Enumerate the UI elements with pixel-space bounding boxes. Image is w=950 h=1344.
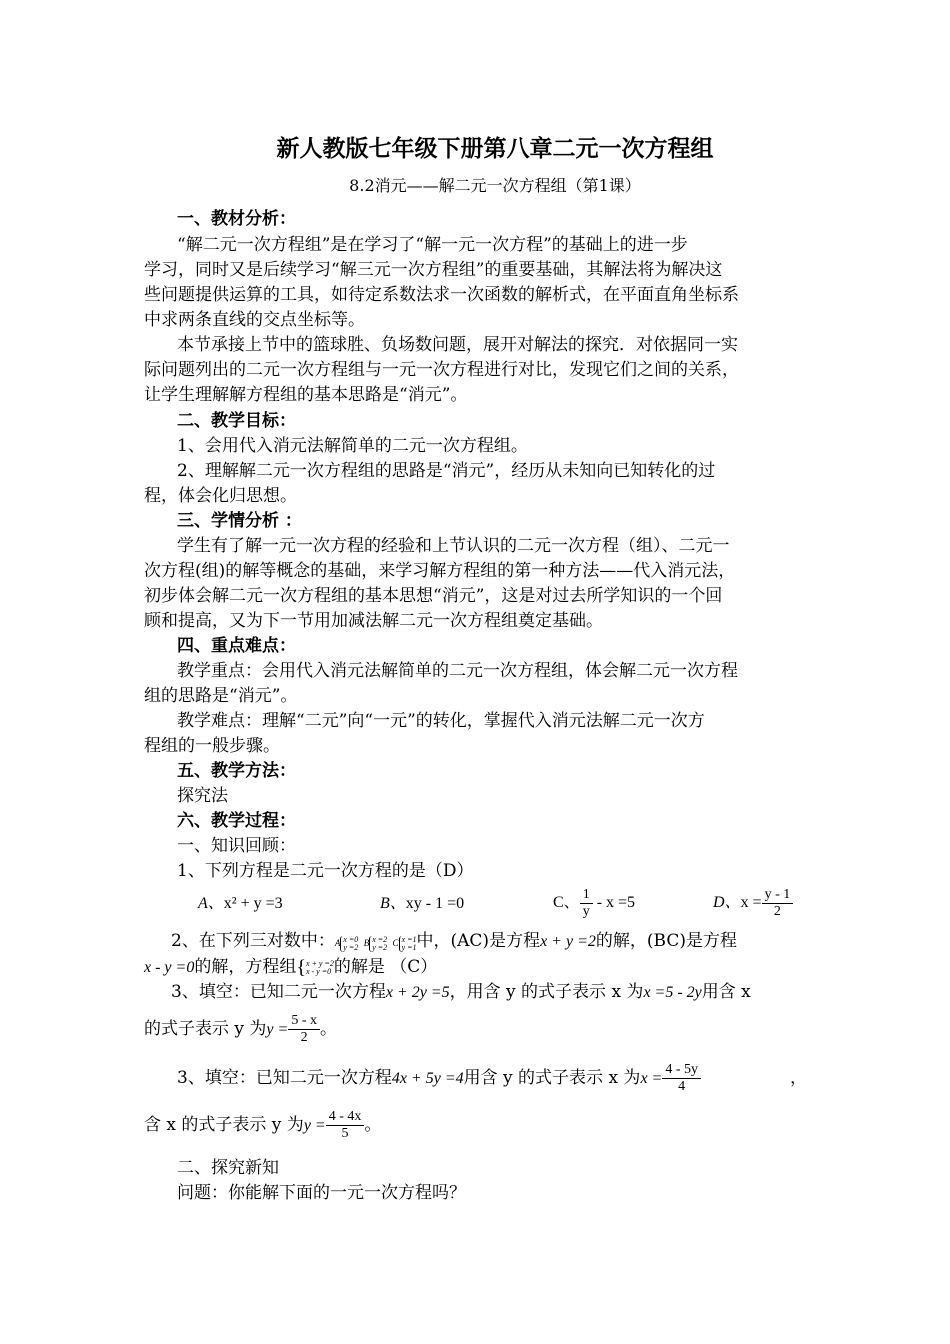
paragraph-line: “解二元一次方程组”是在学习了“解一元一次方程”的基础上的进一步	[177, 235, 688, 255]
subheading-review: 一、知识回顾：	[177, 836, 296, 856]
question-text: 问题：你能解下面的一元一次方程吗？	[177, 1183, 466, 1203]
answer: x =5 - 2y	[643, 984, 702, 1001]
option-label: C、	[553, 894, 580, 911]
page-title: 新人教版七年级下册第八章二元一次方程组	[276, 136, 714, 162]
question-4-line1: 3、填空：已知二元一次方程4x + 5y =4用含 y 的式子表示 x 为x = $\frac{4 - 5y}{4}$	[177, 1058, 701, 1099]
question-4-line2: 含 x 的式子表示 y 为y = $\frac{4 - 4x}{5}$ 。	[144, 1109, 382, 1141]
equation: x - y =0	[144, 959, 195, 976]
fraction: $\frac{4 - 4x}{5}$	[326, 1109, 365, 1142]
option-d	[713, 881, 793, 925]
goal-item: 1、会用代入消元法解简单的二元一次方程组。	[177, 436, 528, 456]
equation: 4x + 5y =4	[391, 1070, 464, 1087]
paragraph-line: 顾和提高，又为下一节用加减法解二元一次方程组奠定基础。	[144, 611, 603, 631]
question-2-line1: 2、在下列三对数中：A x =0 y =2 B x =2 y =2 C x =1 y =1 中，(AC)是方程x + y =2的解，(BC)是方程	[171, 931, 737, 952]
section-heading-analysis: 一、教材分析：	[177, 209, 296, 229]
option-label: A、	[198, 895, 224, 912]
section-heading-process: 六、教学过程：	[177, 811, 296, 831]
equation: x + 2y =5	[385, 984, 450, 1001]
goal-item: 程，体会化归思想。	[144, 486, 297, 506]
paragraph-line: 中求两条直线的交点坐标等。	[144, 310, 365, 330]
option-expr: xy - 1 =0	[405, 895, 465, 912]
fraction: $\frac{4 - 5y}{4}$	[662, 1062, 701, 1095]
paragraph-line: 组的思路是“消元”。	[144, 686, 298, 706]
answer: x =	[640, 1070, 663, 1087]
goal-item: 2、理解解二元一次方程组的思路是“消元”，经历从未知向已知转化的过	[177, 461, 716, 481]
question-3-line2: 的式子表示 y 为y = $\frac{5 - x}{2}$ 。	[144, 1013, 337, 1045]
paragraph-line: 次方程(组)的解等概念的基础，来学习解方程组的第一种方法——代入消元法，	[144, 561, 736, 581]
system-of-equations: { x + y =2 x - y =0	[296, 956, 334, 978]
paragraph-line: 程组的一般步骤。	[144, 736, 280, 756]
answer: y =	[303, 1117, 326, 1134]
pair-c: C x =1 y =1	[392, 934, 417, 952]
section-heading-goals: 二、教学目标：	[177, 411, 296, 431]
equation: x + y =2	[540, 933, 596, 950]
question-1: 1、下列方程是二元一次方程的是（D）	[177, 861, 474, 881]
paragraph-line: 些问题提供运算的工具，如待定系数法求一次函数的解析式，在平面直角坐标系	[144, 285, 739, 305]
section-heading-keypoints: 四、重点难点：	[177, 636, 296, 656]
option-expr: - x =5	[596, 894, 636, 911]
comma: ，	[790, 1068, 807, 1088]
method-text: 探究法	[177, 786, 228, 806]
option-label: B、	[380, 895, 406, 912]
paragraph-line: 初步体会解二元一次方程组的基本思想“消元”，这是对过去所学知识的一个回	[144, 586, 723, 606]
fraction: $\frac{1}{y}$	[580, 887, 593, 920]
paragraph-line: 教学难点：理解“二元”向“一元”的转化，掌握代入消元法解二元一次方	[177, 711, 705, 731]
page-subtitle: 8.2消元——解二元一次方程组（第1课）	[349, 176, 641, 195]
paragraph-line: 让学生理解解方程组的基本思路是“消元”。	[144, 385, 468, 405]
option-label: D、	[713, 894, 741, 911]
paragraph-line: 学生有了解一元一次方程的经验和上节认识的二元一次方程（组）、二元一	[177, 536, 730, 556]
option-c	[553, 881, 635, 925]
question-3-line1: 3、填空：已知二元一次方程x + 2y =5，用含 y 的式子表示 x 为x =5 - 2y用含 x	[171, 982, 751, 1002]
paragraph-line: 本节承接上节中的篮球胜、负场数问题，展开对解法的探究．对依据同一实	[177, 335, 738, 355]
paragraph-line: 教学重点：会用代入消元法解简单的二元一次方程组，体会解二元一次方程	[177, 661, 738, 681]
fraction: $\frac{5 - x}{2}$	[288, 1013, 320, 1046]
section-heading-students: 三、学情分析 ：	[177, 511, 302, 531]
paragraph-line: 学习，同时又是后续学习“解三元一次方程组”的重要基础，其解法将为解决这	[144, 260, 723, 280]
option-a	[198, 893, 283, 915]
subheading-explore: 二、探究新知	[177, 1158, 279, 1178]
option-expr: x =	[740, 894, 762, 911]
fraction: $\frac{y - 1}{2}$	[762, 887, 794, 920]
answer: y =	[266, 1021, 289, 1038]
paragraph-line: 际问题列出的二元一次方程组与一元一次方程进行对比，发现它们之间的关系，	[144, 360, 739, 380]
question-2-line2: x - y =0的解，方程组{ x + y =2 x - y =0 的解是 （C）	[144, 956, 438, 978]
option-b	[380, 893, 464, 915]
pair-a: A x =0 y =2	[334, 934, 359, 952]
section-heading-method: 五、教学方法：	[177, 761, 296, 781]
option-expr: x² + y =3	[223, 895, 283, 912]
pair-b: B x =2 y =2	[363, 934, 388, 952]
